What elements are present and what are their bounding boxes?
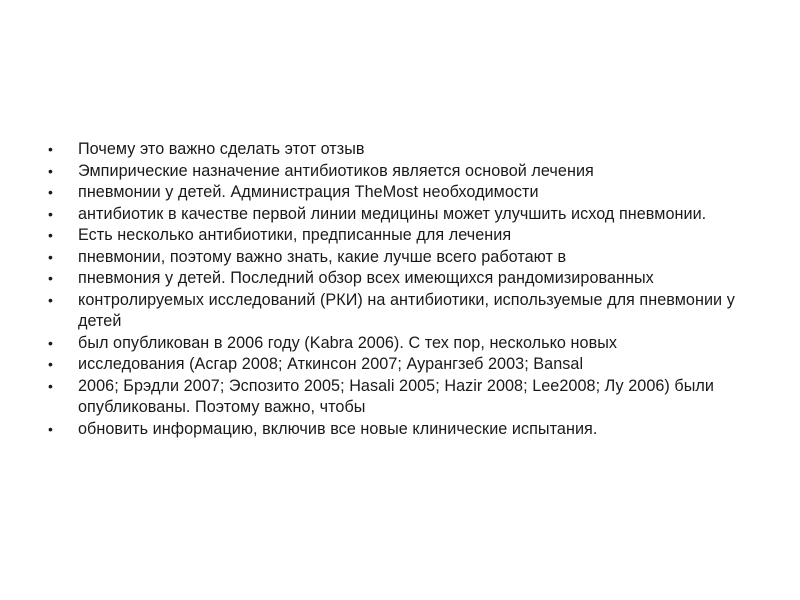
bullet-text: обновить информацию, включив все новые клинические испытания. [78, 419, 598, 438]
list-item [48, 419, 768, 441]
list-item [48, 376, 768, 419]
bullet-text: Эмпирические назначение антибиотиков является основой лечения [78, 161, 594, 180]
bullet-icon: • [48, 248, 53, 265]
list-item [48, 182, 768, 204]
list-item [48, 333, 768, 355]
bullet-icon: • [48, 377, 53, 394]
list-item [48, 139, 768, 161]
bullet-icon: • [48, 162, 53, 179]
bullet-text: исследования (Асгар 2008; Аткинсон 2007; Аурангзеб 2003; Bansal [78, 355, 584, 373]
bullet-list [48, 139, 768, 440]
bullet-icon: • [48, 270, 53, 286]
bullet-text: Почему это важно сделать этот отзыв [78, 140, 365, 158]
list-item [48, 354, 768, 376]
bullet-text: 2006; Брэдли 2007; Эспозито 2005; Hasali 2005; Hazir 2008; Lee2008; Лу 2006) были опубликованы. Поэтому важно, чтобы [78, 376, 715, 416]
bullet-icon: • [48, 420, 53, 437]
bullet-icon: • [48, 227, 53, 243]
bullet-icon: • [48, 141, 53, 157]
bullet-icon: • [48, 205, 53, 222]
bullet-text: пневмонии, поэтому важно знать, какие лучше всего работают в [78, 247, 567, 266]
list-item [48, 290, 768, 333]
bullet-text: пневмонии у детей. Администрация TheMost необходимости [78, 183, 539, 201]
list-item [48, 247, 768, 269]
bullet-icon: • [48, 291, 53, 308]
bullet-icon: • [48, 184, 53, 200]
list-item [48, 225, 768, 247]
list-item [48, 204, 768, 226]
bullet-text: антибиотик в качестве первой линии медицины может улучшить исход пневмонии. [78, 204, 707, 223]
bullet-icon: • [48, 356, 53, 372]
bullet-text: контролируемых исследований (РКИ) на антибиотики, используемые для пневмонии у детей [78, 290, 735, 330]
bullet-text: Есть несколько антибиотики, предписанные для лечения [78, 226, 512, 244]
bullet-text: пневмония у детей. Последний обзор всех имеющихся рандомизированных [78, 269, 654, 287]
bullet-text: был опубликован в 2006 году (Kabra 2006). С тех пор, несколько новых [78, 333, 618, 352]
list-item [48, 161, 768, 183]
list-item [48, 268, 768, 290]
bullet-icon: • [48, 334, 53, 351]
